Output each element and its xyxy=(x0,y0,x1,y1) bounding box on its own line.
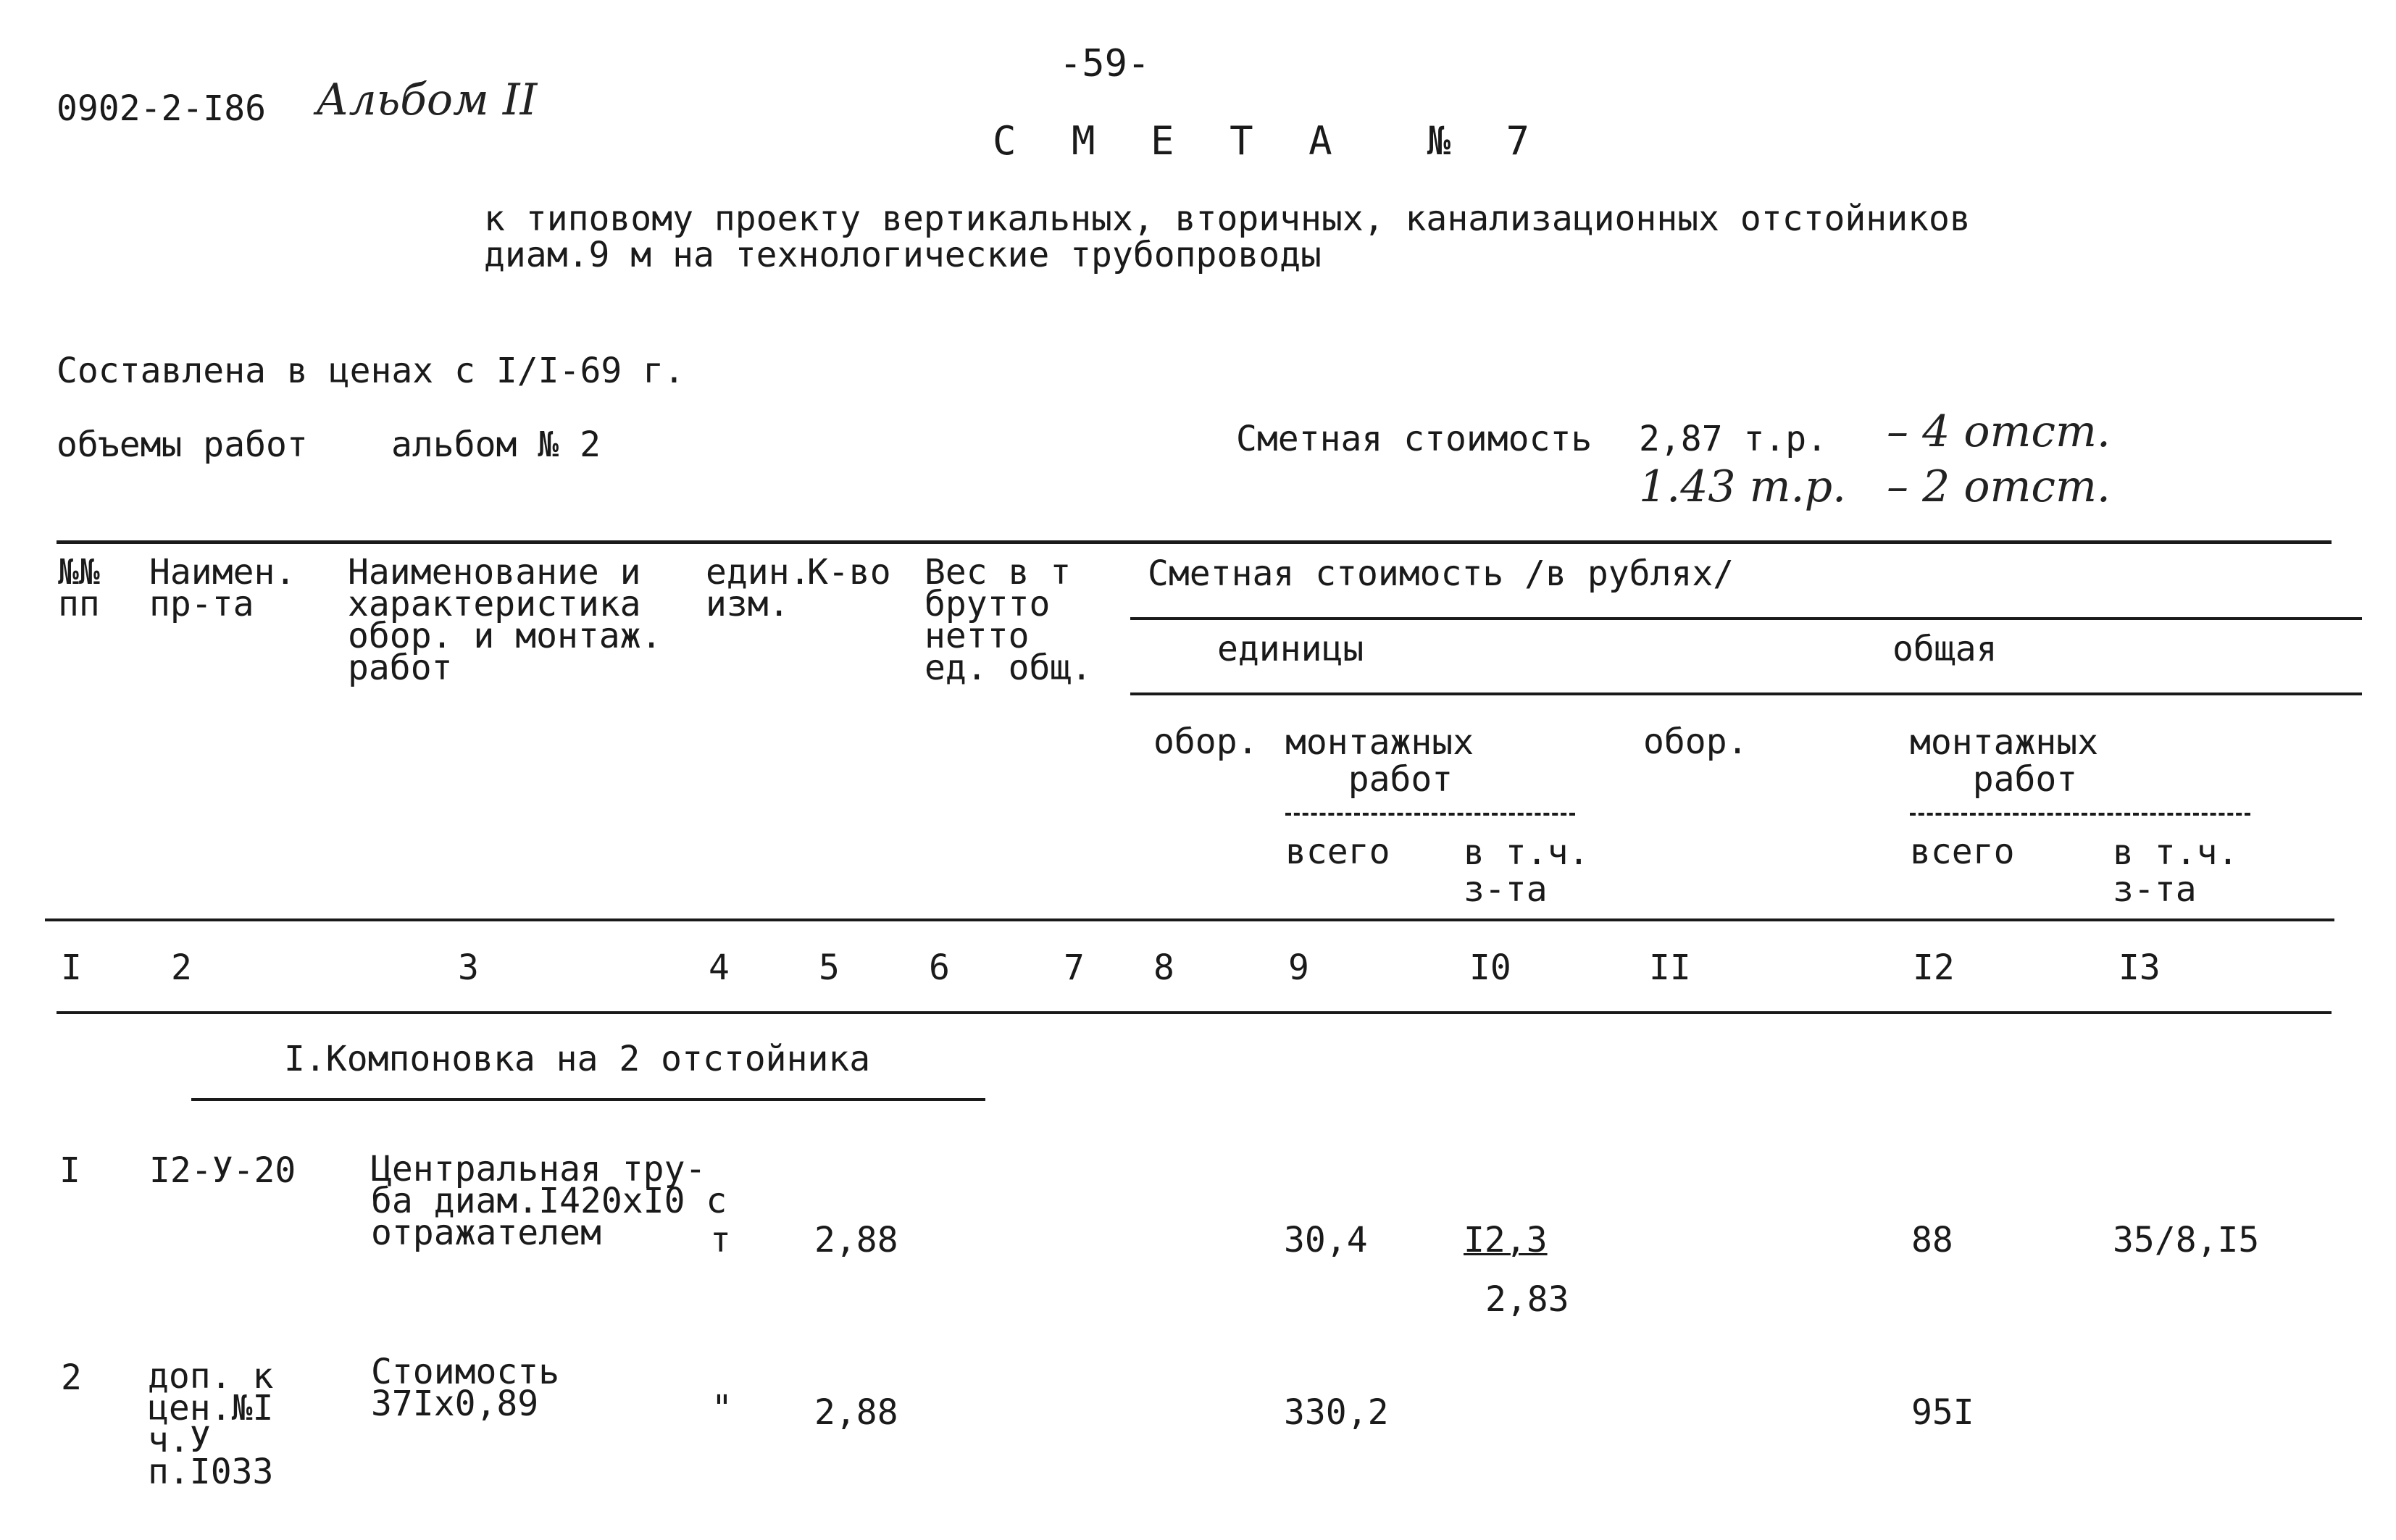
table-row-1-unit: т xyxy=(710,1220,731,1260)
header-col-name-code: Наимен. пр-та xyxy=(149,552,296,625)
table-row-1-quantity: 2,88 xyxy=(814,1220,898,1260)
column-number: 5 xyxy=(819,947,840,988)
header-total-installation-wages: в т.ч. з-та xyxy=(2113,832,2239,910)
document-code: 0902-2-I86 xyxy=(57,88,266,129)
subtitle-line-1: к типовому проекту вертикальных, вторичных, канализационных отстойников xyxy=(484,198,1971,239)
header-total-equipment: обор. xyxy=(1643,721,1748,762)
column-number: 4 xyxy=(709,947,730,988)
header-unit-installation-wages: в т.ч. з-та xyxy=(1464,832,1590,910)
header-total-installation-total: всего xyxy=(1910,832,2015,872)
table-row-2-code: доп. к цен.№I ч.У п.I033 xyxy=(148,1356,274,1493)
column-number: I xyxy=(61,947,82,988)
install2-dash-rule xyxy=(1910,813,2250,816)
header-col-unit: един. изм. xyxy=(706,552,811,625)
column-number: I2 xyxy=(1913,947,1955,988)
header-total-installation: монтажных работ xyxy=(1910,722,2099,800)
section-title: I.Компоновка на 2 отстойника xyxy=(284,1039,871,1079)
cost-note-2: – 2 отст. xyxy=(1887,461,2111,512)
table-row-1-code: I2-У-20 xyxy=(149,1150,296,1191)
volumes-label: объемы работ xyxy=(57,424,308,465)
header-col-weight: Вес в т брутто нетто ед. общ. xyxy=(924,552,1093,689)
header-unit-installation-total: всего xyxy=(1285,832,1390,872)
header-unit-group: единицы xyxy=(1217,629,1364,669)
document-title: С М Е Т А № 7 xyxy=(993,118,1546,164)
column-number: 8 xyxy=(1153,947,1174,988)
prices-line: Составлена в ценах с I/I-69 г. xyxy=(57,351,685,391)
column-numbers-rule xyxy=(57,1011,2332,1014)
header-bottom-rule xyxy=(45,918,2334,921)
table-row-1-unit-install-total: 30,4 xyxy=(1284,1220,1368,1260)
table-row-1-description: Центральная тру- ба диам.I420хI0 с отражателем xyxy=(371,1149,727,1254)
header-unit-installation: монтажных работ xyxy=(1285,722,1474,800)
section-title-underline xyxy=(191,1098,985,1101)
column-number: II xyxy=(1649,947,1691,988)
album-handwritten: Альбом II xyxy=(316,75,538,125)
estimated-cost-label: Сметная стоимость xyxy=(1236,419,1593,459)
table-row-1-unit-wages: I2,3 xyxy=(1464,1220,1548,1260)
install-dash-rule xyxy=(1285,813,1575,816)
header-cost-group: Сметная стоимость /в рублях/ xyxy=(1148,553,1735,594)
cost-value-2: 1.43 т.р. xyxy=(1639,461,1847,512)
cost-group-rule xyxy=(1130,617,2362,620)
table-row-1-total-install: 88 xyxy=(1911,1220,1953,1260)
header-unit-equipment: обор. xyxy=(1153,721,1258,762)
subtitle-line-2: диам.9 м на технологические трубопроводы xyxy=(484,235,1322,275)
page-number: -59- xyxy=(1059,42,1151,85)
table-row-1-num: I xyxy=(59,1150,80,1191)
cost-value-1: 2,87 т.р. xyxy=(1639,419,1828,459)
table-row-2-total-install: 95I xyxy=(1911,1392,1974,1433)
column-number: I3 xyxy=(2119,947,2161,988)
table-row-2-unit-install-total: 330,2 xyxy=(1284,1392,1389,1433)
table-row-2-num: 2 xyxy=(61,1357,82,1398)
column-number: 9 xyxy=(1288,947,1309,988)
header-col-description: Наименование и характеристика обор. и монтаж. работ xyxy=(348,552,662,689)
column-number: 6 xyxy=(929,947,950,988)
header-col-num: №№ пп xyxy=(58,552,100,625)
table-row-2-quantity: 2,88 xyxy=(814,1392,898,1433)
column-number: 2 xyxy=(171,947,192,988)
cost-note-1: – 4 отст. xyxy=(1887,406,2111,457)
table-row-2-unit: " xyxy=(711,1388,732,1428)
header-col-qty: К-во xyxy=(807,552,891,593)
column-number: 7 xyxy=(1064,947,1085,988)
volumes-value: альбом № 2 xyxy=(391,424,601,465)
header-total-group: общая xyxy=(1892,629,1998,669)
table-top-rule xyxy=(57,540,2332,544)
unit-group-rule xyxy=(1130,692,2362,695)
column-number: I0 xyxy=(1469,947,1511,988)
table-row-1-unit-wages-sub: 2,83 xyxy=(1485,1279,1569,1320)
column-number: 3 xyxy=(458,947,479,988)
table-row-2-description: Стоимость 37Iх0,89 xyxy=(371,1352,560,1425)
table-row-1-total-wages: 35/8,I5 xyxy=(2113,1220,2260,1260)
